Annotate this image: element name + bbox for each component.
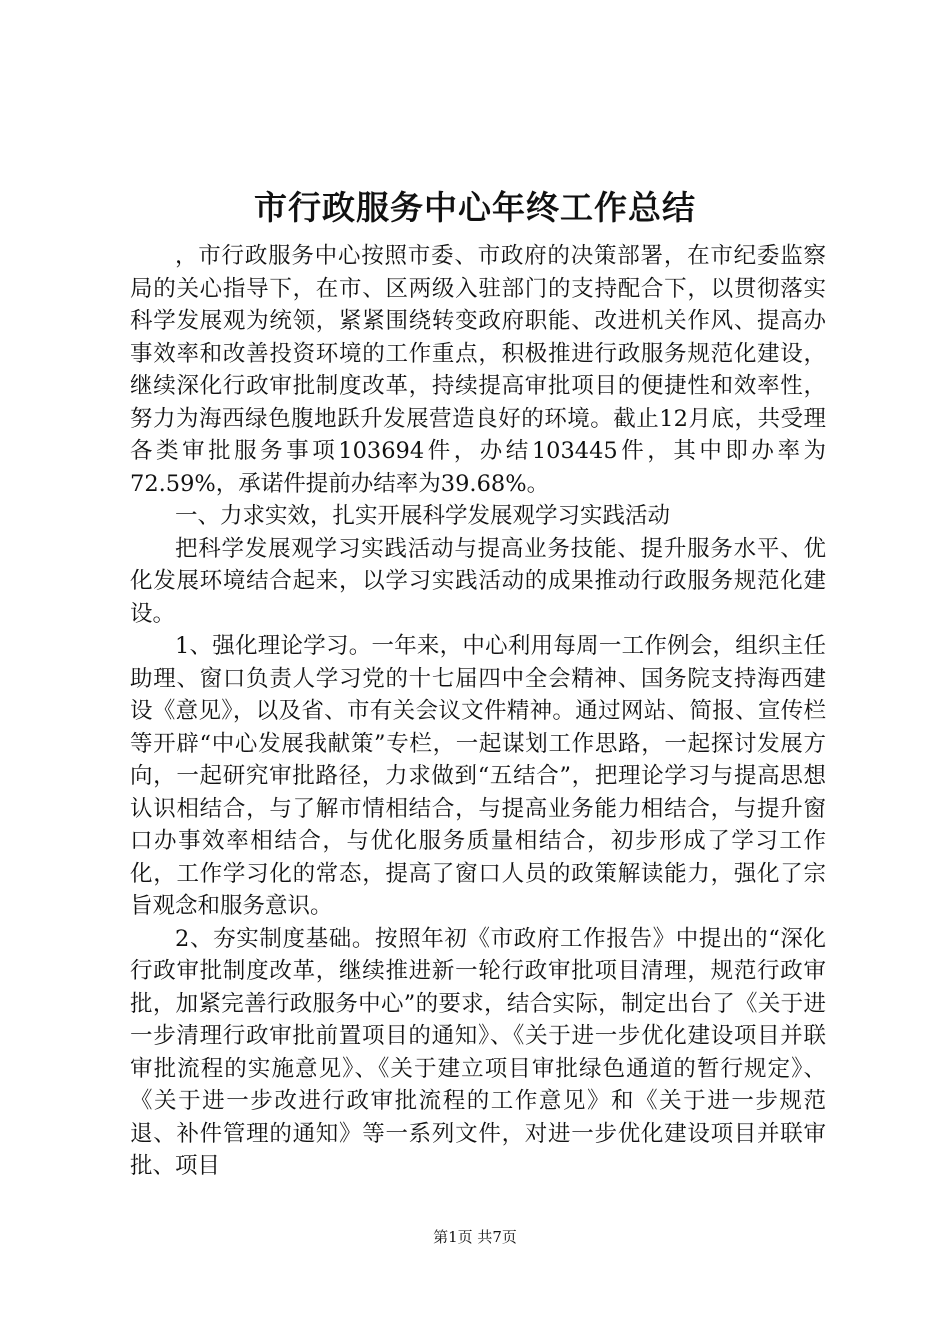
paragraph-section-1: 把科学发展观学习实践活动与提高业务技能、提升服务水平、优化发展环境结合起来，以学习实践活动的成果推动行政服务规范化建设。 bbox=[130, 535, 826, 627]
paragraph-item-2: 2、夯实制度基础。按照年初《市政府工作报告》中提出的“深化行政审批制度改革，继续推进新一轮行政审批项目清理，规范行政审批，加紧完善行政服务中心”的要求，结合实际，制定出台了《关于进一步清理行政审批前置项目的通知》、《关于进一步优化建设项目并联审批流程的实施意见》、《关于建立项目审批绿色通道的暂行规定》、《关于进一步改进行政审批流程的工作意见》和《关于进一步规范退、补件管理的通知》等一系列文件，对进一步优化建设项目并联审批、项目 bbox=[130, 925, 826, 1179]
document-body bbox=[130, 240, 826, 1183]
document-title: 市行政服务中心年终工作总结 bbox=[254, 188, 696, 227]
paragraph-item-1: 1、强化理论学习。一年来，中心利用每周一工作例会，组织主任助理、窗口负责人学习党的十七届四中全会精神、国务院支持海西建设《意见》，以及省、市有关会议文件精神。通过网站、简报、宣传栏等开辟“中心发展我献策”专栏，一起谋划工作思路，一起探讨发展方向，一起研究审批路径，力求做到“五结合”，把理论学习与提高思想认识相结合，与了解市情相结合，与提高业务能力相结合，与提升窗口办事效率相结合，与优化服务质量相结合，初步形成了学习工作化，工作学习化的常态，提高了窗口人员的政策解读能力，强化了宗旨观念和服务意识。 bbox=[130, 633, 826, 919]
paragraph-intro: ，市行政服务中心按照市委、市政府的决策部署，在市纪委监察局的关心指导下，在市、区两级入驻部门的支持配合下，以贯彻落实科学发展观为统领，紧紧围绕转变政府职能、改进机关作风、提高办事效率和改善投资环境的工作重点，积极推进行政服务规范化建设，继续深化行政审批制度改革，持续提高审批项目的便捷性和效率性，努力为海西绿色腹地跃升发展营造良好的环境。截止12月底，共受理各类审批服务事项103694件，办结103445件，其中即办率为72.59%，承诺件提前办结率为39.68%。 bbox=[130, 243, 826, 497]
section-heading-1: 一、力求实效，扎实开展科学发展观学习实践活动 bbox=[175, 503, 671, 529]
page-footer: 第1页 共7页 bbox=[433, 1228, 517, 1246]
